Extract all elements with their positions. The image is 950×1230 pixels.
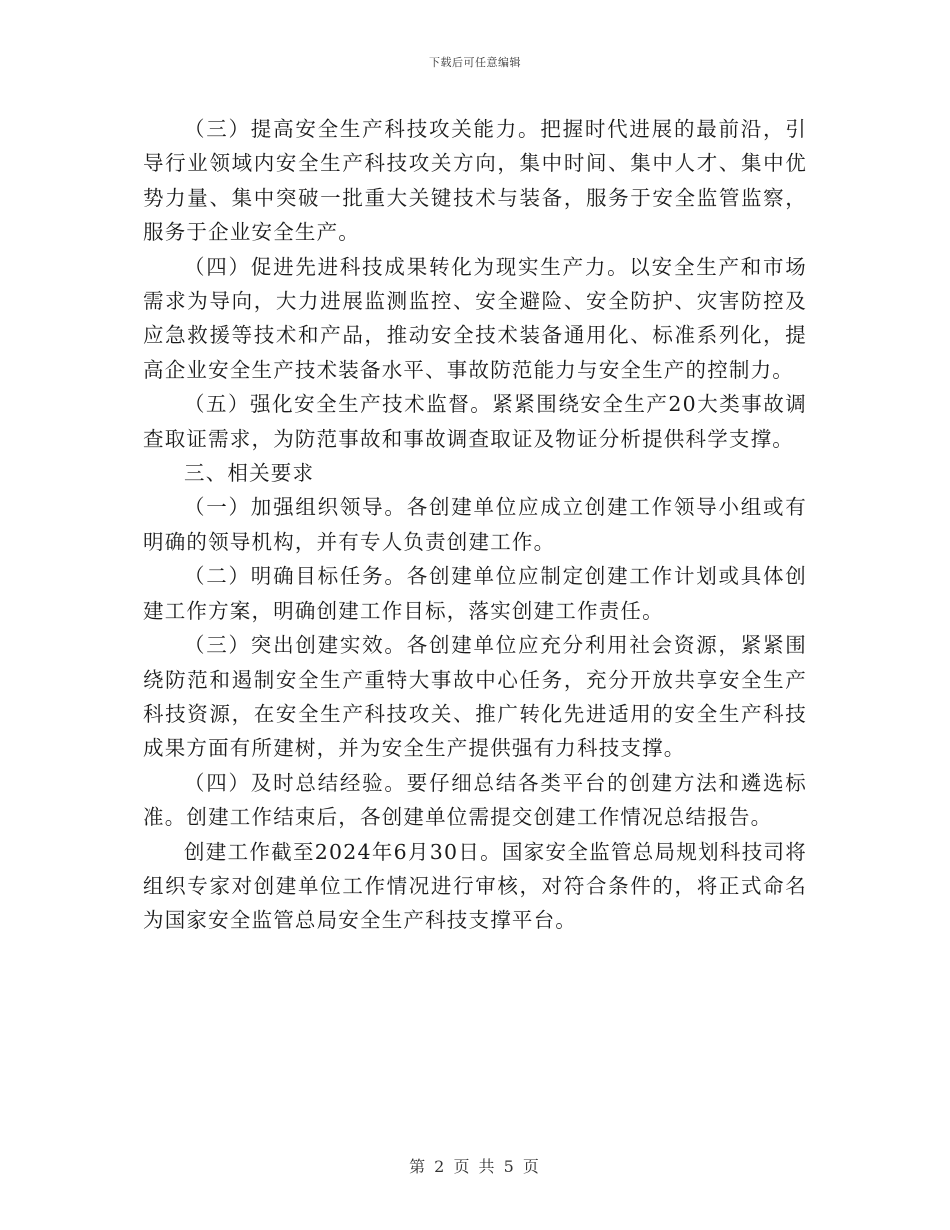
page-header-note: 下载后可任意编辑 [429, 56, 521, 69]
paragraph-requirement-4: （四）及时总结经验。要仔细总结各类平台的创建方法和遴选标准。创建工作结束后，各创建单位需提交创建工作情况总结报告。 [143, 770, 807, 830]
paragraph-deadline: 创建工作截至2024年6月30日。国家安全监管总局规划科技司将组织专家对创建单位工作情况进行审核，对符合条件的，将正式命名为国家安全监管总局安全生产科技支撑平台。 [143, 839, 807, 933]
document-body [143, 112, 807, 938]
paragraph-section-3-4: （四）促进先进科技成果转化为现实生产力。以安全生产和市场需求为导向，大力进展监测监控、安全避险、安全防护、灾害防控及应急救援等技术和产品，推动安全技术装备通用化、标准系列化，提高企业安全生产技术装备水平、事故防范能力与安全生产的控制力。 [143, 254, 807, 382]
paragraph-section-3-5: （五）强化安全生产技术监督。紧紧围绕安全生产20大类事故调查取证需求，为防范事故和事故调查取证及物证分析提供科学支撑。 [143, 392, 807, 451]
paragraph-requirement-2: （二）明确目标任务。各创建单位应制定创建工作计划或具体创建工作方案，明确创建工作目标，落实创建工作责任。 [143, 564, 807, 623]
section-heading-requirements: 三、相关要求 [184, 461, 315, 486]
page-number-footer: 第 2 页 共 5 页 [409, 1157, 541, 1176]
paragraph-section-3-3: （三）提高安全生产科技攻关能力。把握时代进展的最前沿，引导行业领域内安全生产科技攻关方向，集中时间、集中人才、集中优势力量、集中突破一批重大关键技术与装备，服务于安全监管监察，服务于企业安全生产。 [143, 117, 807, 245]
paragraph-requirement-1: （一）加强组织领导。各创建单位应成立创建工作领导小组或有明确的领导机构，并有专人负责创建工作。 [143, 495, 807, 554]
paragraph-requirement-3: （三）突出创建实效。各创建单位应充分利用社会资源，紧紧围绕防范和遏制安全生产重特大事故中心任务，充分开放共享安全生产科技资源，在安全生产科技攻关、推广转化先进适用的安全生产科技成果方面有所建树，并为安全生产提供强有力科技支撑。 [143, 633, 807, 761]
